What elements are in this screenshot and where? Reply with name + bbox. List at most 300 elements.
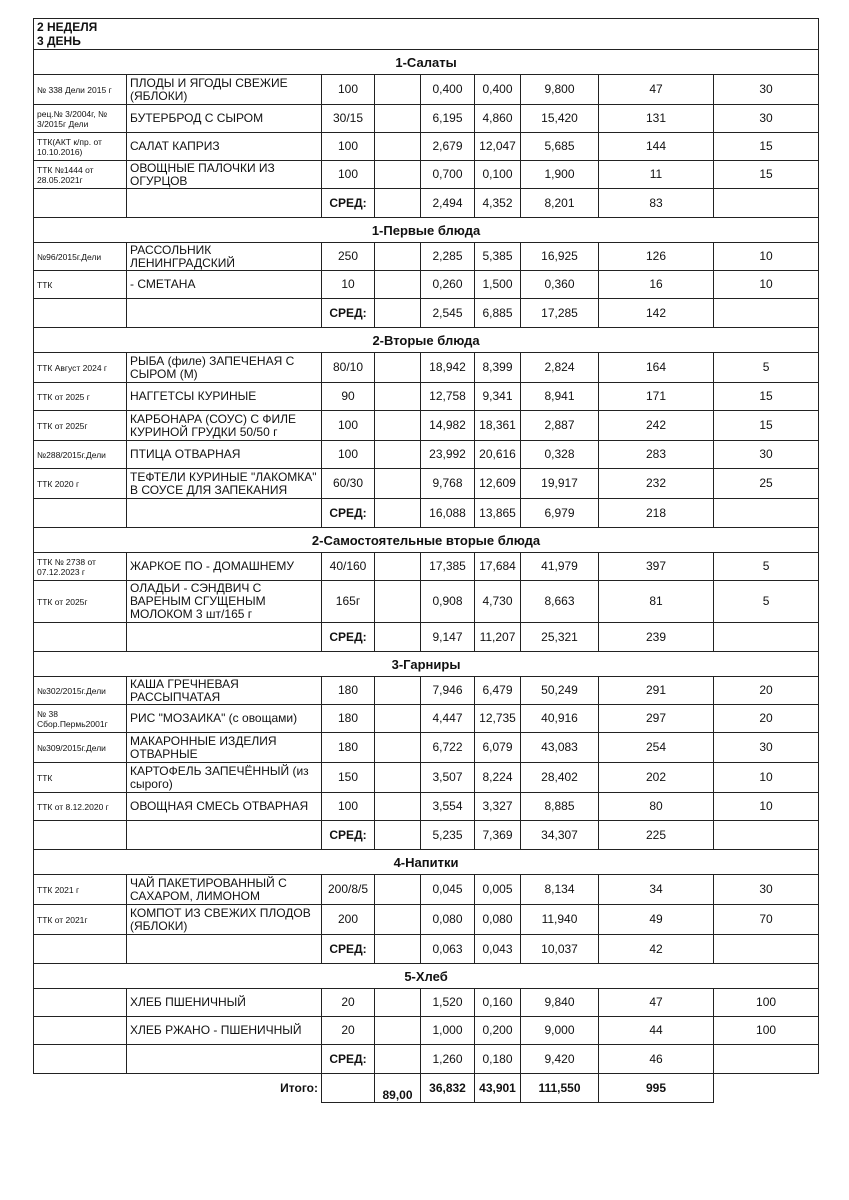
carbs: 8,885	[521, 793, 599, 821]
empty-cell	[375, 161, 421, 189]
calories: 126	[599, 243, 714, 271]
avg-carbs: 8,201	[521, 189, 599, 218]
empty-cell	[127, 821, 322, 850]
avg-calories: 46	[599, 1045, 714, 1074]
carbs: 9,840	[521, 989, 599, 1017]
fat: 3,327	[475, 793, 521, 821]
protein: 1,520	[421, 989, 475, 1017]
dish-name: РАССОЛЬНИК ЛЕНИНГРАДСКИЙ	[127, 243, 322, 271]
portion: 60/30	[322, 469, 375, 499]
average-row	[34, 935, 819, 964]
protein: 9,768	[421, 469, 475, 499]
section-header	[34, 528, 819, 553]
section-header	[34, 328, 819, 353]
calories: 34	[599, 875, 714, 905]
empty-cell	[714, 935, 819, 964]
protein: 6,722	[421, 733, 475, 763]
carbs: 16,925	[521, 243, 599, 271]
avg-fat: 13,865	[475, 499, 521, 528]
carbs: 0,360	[521, 271, 599, 299]
calories: 297	[599, 705, 714, 733]
section-header	[34, 50, 819, 75]
dish-row	[34, 75, 819, 105]
price: 10	[714, 243, 819, 271]
empty-cell	[375, 821, 421, 850]
price: 5	[714, 581, 819, 623]
portion: 200	[322, 905, 375, 935]
avg-calories: 239	[599, 623, 714, 652]
price: 30	[714, 875, 819, 905]
avg-protein: 9,147	[421, 623, 475, 652]
portion: 180	[322, 705, 375, 733]
dish-row	[34, 441, 819, 469]
average-label: СРЕД:	[322, 935, 375, 964]
price: 30	[714, 105, 819, 133]
portion: 90	[322, 383, 375, 411]
avg-protein: 0,063	[421, 935, 475, 964]
empty-cell	[127, 499, 322, 528]
carbs: 11,940	[521, 905, 599, 935]
dish-row	[34, 383, 819, 411]
avg-carbs: 25,321	[521, 623, 599, 652]
dish-row	[34, 353, 819, 383]
menu-sheet	[33, 18, 818, 1103]
protein: 0,045	[421, 875, 475, 905]
dish-name: ТЕФТЕЛИ КУРИНЫЕ "ЛАКОМКА" В СОУСЕ ДЛЯ ЗАПЕКАНИЯ	[127, 469, 322, 499]
empty-cell	[127, 189, 322, 218]
avg-protein: 2,494	[421, 189, 475, 218]
protein: 0,260	[421, 271, 475, 299]
empty-cell	[375, 763, 421, 793]
dish-row	[34, 553, 819, 581]
recipe-source: №96/2015г.Дели	[34, 243, 127, 271]
dish-name: КАША ГРЕЧНЕВАЯ РАССЫПЧАТАЯ	[127, 677, 322, 705]
calories: 254	[599, 733, 714, 763]
empty-cell	[127, 1045, 322, 1074]
portion: 100	[322, 411, 375, 441]
portion: 20	[322, 1017, 375, 1045]
empty-cell	[375, 875, 421, 905]
section-header	[34, 218, 819, 243]
protein: 2,679	[421, 133, 475, 161]
empty-cell	[34, 1045, 127, 1074]
avg-calories: 83	[599, 189, 714, 218]
calories: 202	[599, 763, 714, 793]
avg-protein: 2,545	[421, 299, 475, 328]
calories: 291	[599, 677, 714, 705]
recipe-source: № 338 Дели 2015 г	[34, 75, 127, 105]
empty-cell	[714, 299, 819, 328]
fat: 0,005	[475, 875, 521, 905]
dish-row	[34, 705, 819, 733]
section-title: 1-Первые блюда	[34, 218, 819, 243]
protein: 12,758	[421, 383, 475, 411]
carbs: 41,979	[521, 553, 599, 581]
carbs: 5,685	[521, 133, 599, 161]
dish-name: ПЛОДЫ И ЯГОДЫ СВЕЖИЕ (ЯБЛОКИ)	[127, 75, 322, 105]
fat: 18,361	[475, 411, 521, 441]
fat: 4,730	[475, 581, 521, 623]
empty-cell	[375, 75, 421, 105]
empty-cell	[127, 623, 322, 652]
total-fat: 43,901	[475, 1074, 521, 1103]
price: 20	[714, 705, 819, 733]
calories: 171	[599, 383, 714, 411]
fat: 12,047	[475, 133, 521, 161]
average-row	[34, 299, 819, 328]
dish-row	[34, 105, 819, 133]
portion: 40/160	[322, 553, 375, 581]
protein: 23,992	[421, 441, 475, 469]
empty-cell	[714, 1045, 819, 1074]
calories: 16	[599, 271, 714, 299]
dish-row	[34, 161, 819, 189]
dish-name: РЫБА (филе) ЗАПЕЧЕНАЯ С СЫРОМ (М)	[127, 353, 322, 383]
carbs: 8,941	[521, 383, 599, 411]
calories: 47	[599, 989, 714, 1017]
empty-cell	[375, 581, 421, 623]
fat: 4,860	[475, 105, 521, 133]
empty-cell	[127, 299, 322, 328]
calories: 81	[599, 581, 714, 623]
carbs: 28,402	[521, 763, 599, 793]
avg-protein: 16,088	[421, 499, 475, 528]
empty-cell	[375, 677, 421, 705]
protein: 1,000	[421, 1017, 475, 1045]
empty-cell	[375, 133, 421, 161]
price: 10	[714, 793, 819, 821]
portion: 180	[322, 733, 375, 763]
dish-row	[34, 243, 819, 271]
fat: 5,385	[475, 243, 521, 271]
recipe-source: №302/2015г.Дели	[34, 677, 127, 705]
dish-name: ОЛАДЬИ - СЭНДВИЧ С ВАРЕНЫМ СГУЩЕНЫМ МОЛОКОМ 3 шт/165 г	[127, 581, 322, 623]
dish-name: ОВОЩНЫЕ ПАЛОЧКИ ИЗ ОГУРЦОВ	[127, 161, 322, 189]
section-title: 2-Самостоятельные вторые блюда	[34, 528, 819, 553]
empty-cell	[375, 935, 421, 964]
empty-cell	[375, 271, 421, 299]
recipe-source: ТТК №1444 от 28.05.2021г	[34, 161, 127, 189]
portion: 100	[322, 441, 375, 469]
price: 100	[714, 1017, 819, 1045]
empty-cell	[34, 299, 127, 328]
recipe-source: № 38 Сбор.Пермь2001г	[34, 705, 127, 733]
avg-fat: 0,043	[475, 935, 521, 964]
carbs: 19,917	[521, 469, 599, 499]
portion: 100	[322, 75, 375, 105]
dish-row	[34, 1017, 819, 1045]
avg-carbs: 6,979	[521, 499, 599, 528]
section-title: 1-Салаты	[34, 50, 819, 75]
total-row	[34, 1074, 819, 1103]
carbs: 9,000	[521, 1017, 599, 1045]
empty-cell	[375, 705, 421, 733]
section-header	[34, 964, 819, 989]
portion: 100	[322, 133, 375, 161]
dish-name: РИС "МОЗАИКА" (с овощами)	[127, 705, 322, 733]
protein: 14,982	[421, 411, 475, 441]
average-label: СРЕД:	[322, 189, 375, 218]
dish-row	[34, 677, 819, 705]
fat: 0,200	[475, 1017, 521, 1045]
recipe-source	[34, 1017, 127, 1045]
section-title: 5-Хлеб	[34, 964, 819, 989]
fat: 8,399	[475, 353, 521, 383]
protein: 0,400	[421, 75, 475, 105]
price: 15	[714, 411, 819, 441]
empty-cell	[34, 499, 127, 528]
empty-cell	[34, 623, 127, 652]
recipe-source: ТТК 2021 г	[34, 875, 127, 905]
recipe-source: рец.№ 3/2004г, № 3/2015г Дели	[34, 105, 127, 133]
recipe-source: ТТК 2020 г	[34, 469, 127, 499]
protein: 4,447	[421, 705, 475, 733]
fat: 6,479	[475, 677, 521, 705]
dish-name: - СМЕТАНА	[127, 271, 322, 299]
recipe-source: ТТК от 2021г	[34, 905, 127, 935]
portion: 250	[322, 243, 375, 271]
fat: 6,079	[475, 733, 521, 763]
dish-row	[34, 411, 819, 441]
carbs: 40,916	[521, 705, 599, 733]
portion: 10	[322, 271, 375, 299]
dish-row	[34, 581, 819, 623]
dish-row	[34, 875, 819, 905]
carbs: 0,328	[521, 441, 599, 469]
portion: 20	[322, 989, 375, 1017]
empty-cell	[375, 243, 421, 271]
average-row	[34, 1045, 819, 1074]
recipe-source: ТТК от 8.12.2020 г	[34, 793, 127, 821]
empty-cell	[375, 623, 421, 652]
empty-cell	[714, 821, 819, 850]
avg-fat: 6,885	[475, 299, 521, 328]
dish-row	[34, 763, 819, 793]
portion: 200/8/5	[322, 875, 375, 905]
dish-row	[34, 469, 819, 499]
price: 5	[714, 353, 819, 383]
dish-name: НАГГЕТСЫ КУРИНЫЕ	[127, 383, 322, 411]
avg-calories: 218	[599, 499, 714, 528]
empty-cell	[375, 1045, 421, 1074]
average-row	[34, 499, 819, 528]
calories: 144	[599, 133, 714, 161]
dish-name: ОВОЩНАЯ СМЕСЬ ОТВАРНАЯ	[127, 793, 322, 821]
avg-calories: 225	[599, 821, 714, 850]
empty-cell	[375, 905, 421, 935]
calories: 164	[599, 353, 714, 383]
fat: 0,400	[475, 75, 521, 105]
day-label: 3 ДЕНЬ	[37, 34, 81, 48]
avg-fat: 11,207	[475, 623, 521, 652]
recipe-source: ТТК от 2025г	[34, 411, 127, 441]
avg-carbs: 10,037	[521, 935, 599, 964]
portion: 165г	[322, 581, 375, 623]
total-calories: 995	[599, 1074, 714, 1103]
calories: 283	[599, 441, 714, 469]
carbs: 43,083	[521, 733, 599, 763]
portion: 100	[322, 793, 375, 821]
empty-cell	[375, 793, 421, 821]
price: 20	[714, 677, 819, 705]
avg-carbs: 34,307	[521, 821, 599, 850]
protein: 3,507	[421, 763, 475, 793]
total-price-sum: 89,00	[375, 1074, 421, 1103]
price: 10	[714, 271, 819, 299]
portion: 80/10	[322, 353, 375, 383]
carbs: 9,800	[521, 75, 599, 105]
price: 15	[714, 383, 819, 411]
carbs: 50,249	[521, 677, 599, 705]
dish-name: МАКАРОННЫЕ ИЗДЕЛИЯ ОТВАРНЫЕ	[127, 733, 322, 763]
protein: 7,946	[421, 677, 475, 705]
empty-cell	[34, 821, 127, 850]
dish-name: ЖАРКОЕ ПО - ДОМАШНЕМУ	[127, 553, 322, 581]
empty-cell	[34, 935, 127, 964]
price: 30	[714, 733, 819, 763]
total-carbs: 111,550	[521, 1074, 599, 1103]
empty-cell	[714, 623, 819, 652]
fat: 1,500	[475, 271, 521, 299]
calories: 80	[599, 793, 714, 821]
empty-cell	[375, 733, 421, 763]
recipe-source: №288/2015г.Дели	[34, 441, 127, 469]
dish-row	[34, 733, 819, 763]
empty-cell	[714, 189, 819, 218]
protein: 0,080	[421, 905, 475, 935]
calories: 44	[599, 1017, 714, 1045]
empty-cell	[375, 441, 421, 469]
fat: 8,224	[475, 763, 521, 793]
fat: 0,160	[475, 989, 521, 1017]
protein: 18,942	[421, 353, 475, 383]
avg-carbs: 17,285	[521, 299, 599, 328]
dish-name: ХЛЕБ РЖАНО - ПШЕНИЧНЫЙ	[127, 1017, 322, 1045]
dish-row	[34, 793, 819, 821]
section-header	[34, 850, 819, 875]
empty-cell	[375, 105, 421, 133]
avg-fat: 4,352	[475, 189, 521, 218]
empty-cell	[322, 1074, 375, 1103]
portion: 150	[322, 763, 375, 793]
dish-name: ПТИЦА ОТВАРНАЯ	[127, 441, 322, 469]
carbs: 1,900	[521, 161, 599, 189]
recipe-source	[34, 989, 127, 1017]
menu-table-body	[34, 19, 819, 1103]
dish-name: ЧАЙ ПАКЕТИРОВАННЫЙ С САХАРОМ, ЛИМОНОМ	[127, 875, 322, 905]
empty-cell	[375, 411, 421, 441]
section-header	[34, 652, 819, 677]
empty-cell	[714, 499, 819, 528]
empty-cell	[375, 189, 421, 218]
dish-name: КАРБОНАРА (СОУС) С ФИЛЕ КУРИНОЙ ГРУДКИ 50/50 г	[127, 411, 322, 441]
avg-carbs: 9,420	[521, 1045, 599, 1074]
dish-name: КОМПОТ ИЗ СВЕЖИХ ПЛОДОВ (ЯБЛОКИ)	[127, 905, 322, 935]
avg-protein: 1,260	[421, 1045, 475, 1074]
recipe-source: ТТК № 2738 от 07.12.2023 г	[34, 553, 127, 581]
dish-name: БУТЕРБРОД С СЫРОМ	[127, 105, 322, 133]
price: 25	[714, 469, 819, 499]
calories: 131	[599, 105, 714, 133]
calories: 232	[599, 469, 714, 499]
portion: 180	[322, 677, 375, 705]
carbs: 2,824	[521, 353, 599, 383]
carbs: 8,134	[521, 875, 599, 905]
empty-cell	[34, 189, 127, 218]
header-row	[34, 19, 819, 50]
empty-cell	[375, 553, 421, 581]
carbs: 15,420	[521, 105, 599, 133]
empty-cell	[375, 469, 421, 499]
recipe-source: ТТК(АКТ к/пр. от 10.10.2016)	[34, 133, 127, 161]
avg-calories: 142	[599, 299, 714, 328]
calories: 11	[599, 161, 714, 189]
portion: 100	[322, 161, 375, 189]
empty-cell	[375, 299, 421, 328]
dish-row	[34, 905, 819, 935]
calories: 47	[599, 75, 714, 105]
price: 15	[714, 161, 819, 189]
empty-cell	[375, 499, 421, 528]
average-label: СРЕД:	[322, 499, 375, 528]
empty-cell	[375, 989, 421, 1017]
empty-cell	[375, 353, 421, 383]
carbs: 2,887	[521, 411, 599, 441]
fat: 12,735	[475, 705, 521, 733]
empty-cell	[714, 1074, 819, 1103]
portion: 30/15	[322, 105, 375, 133]
recipe-source: №309/2015г.Дели	[34, 733, 127, 763]
average-row	[34, 623, 819, 652]
recipe-source: ТТК от 2025 г	[34, 383, 127, 411]
week-label: 2 НЕДЕЛЯ	[37, 20, 98, 34]
price: 10	[714, 763, 819, 793]
price: 30	[714, 75, 819, 105]
fat: 0,100	[475, 161, 521, 189]
average-row	[34, 821, 819, 850]
section-title: 2-Вторые блюда	[34, 328, 819, 353]
total-protein: 36,832	[421, 1074, 475, 1103]
protein: 3,554	[421, 793, 475, 821]
average-label: СРЕД:	[322, 821, 375, 850]
dish-row	[34, 989, 819, 1017]
price: 100	[714, 989, 819, 1017]
protein: 6,195	[421, 105, 475, 133]
avg-fat: 0,180	[475, 1045, 521, 1074]
dish-name: КАРТОФЕЛЬ ЗАПЕЧЁННЫЙ (из сырого)	[127, 763, 322, 793]
average-label: СРЕД:	[322, 623, 375, 652]
protein: 17,385	[421, 553, 475, 581]
protein: 0,908	[421, 581, 475, 623]
calories: 397	[599, 553, 714, 581]
price: 5	[714, 553, 819, 581]
calories: 49	[599, 905, 714, 935]
section-title: 3-Гарниры	[34, 652, 819, 677]
price: 15	[714, 133, 819, 161]
fat: 9,341	[475, 383, 521, 411]
total-label: Итого:	[280, 1080, 318, 1095]
protein: 0,700	[421, 161, 475, 189]
protein: 2,285	[421, 243, 475, 271]
avg-calories: 42	[599, 935, 714, 964]
calories: 242	[599, 411, 714, 441]
price: 30	[714, 441, 819, 469]
dish-row	[34, 271, 819, 299]
dish-name: ХЛЕБ ПШЕНИЧНЫЙ	[127, 989, 322, 1017]
fat: 20,616	[475, 441, 521, 469]
empty-cell	[375, 383, 421, 411]
section-title: 4-Напитки	[34, 850, 819, 875]
